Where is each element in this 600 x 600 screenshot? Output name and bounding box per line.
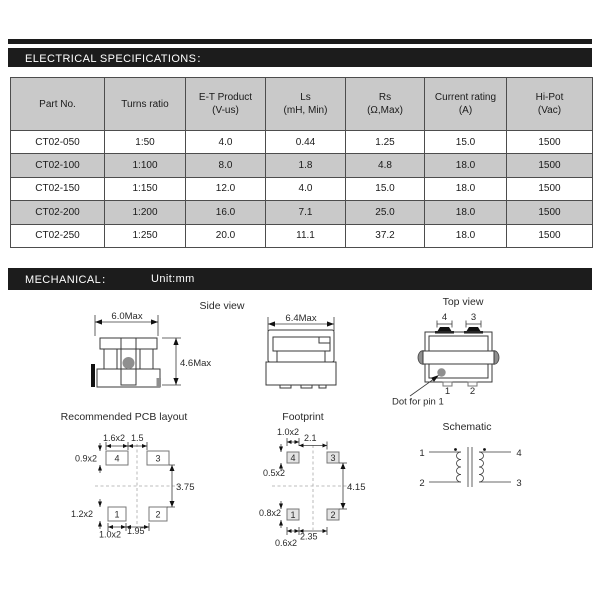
- schematic-drawing: [419, 421, 521, 489]
- table-cell: 4.8: [346, 154, 425, 177]
- col-header-hi-pot: Hi-Pot (Vac): [507, 78, 593, 131]
- table-cell: 15.0: [425, 131, 507, 154]
- pad-bottom-height-dim: 0.8x2: [259, 508, 282, 518]
- schematic-pin-1: 1: [419, 448, 425, 459]
- top-view-label: Top view: [442, 296, 484, 308]
- schematic-pin-3: 3: [516, 478, 522, 489]
- row-pitch-dim: 3.75: [176, 482, 195, 493]
- pad-number-2: 2: [155, 509, 161, 520]
- table-cell: 37.2: [346, 224, 425, 247]
- col-header-et-product: E-T Product (V-us): [186, 78, 266, 131]
- body-base: [266, 362, 336, 385]
- body-upper: [268, 330, 334, 362]
- table-cell: 25.0: [346, 201, 425, 224]
- table-cell: 11.1: [266, 224, 346, 247]
- table-cell: 1500: [507, 177, 593, 200]
- dimension-arrows: [98, 502, 102, 527]
- pad-bottom-width-dim: 0.6x2: [275, 538, 298, 548]
- col-header-part-no: Part No.: [11, 78, 105, 131]
- electrical-section-header: [8, 48, 592, 67]
- table-cell: CT02-050: [11, 131, 105, 154]
- pad-number-2: 2: [330, 509, 336, 520]
- table-cell: 1500: [507, 201, 593, 224]
- table-cell: CT02-100: [11, 154, 105, 177]
- table-cell: 18.0: [425, 201, 507, 224]
- pad-number-3: 3: [155, 453, 161, 464]
- bottom-pitch-dim: 2.35: [300, 531, 318, 542]
- pad-top-height-dim: 0.5x2: [263, 468, 286, 478]
- winding-band: [423, 351, 494, 364]
- center-dot: [123, 357, 135, 369]
- table-row: [11, 177, 593, 200]
- pad-number-4: 4: [290, 452, 296, 463]
- pad-number-4: 4: [114, 453, 120, 464]
- center-crosshair: [272, 445, 352, 530]
- foot: [280, 385, 291, 388]
- top-pitch-dim: 1.5: [131, 433, 144, 443]
- table-cell: 1:50: [105, 131, 186, 154]
- top-rule: [8, 39, 592, 44]
- pin-label-4: 4: [441, 312, 448, 323]
- mechanical-drawings: [0, 290, 600, 600]
- table-cell: 1:250: [105, 224, 186, 247]
- bottom-pitch-dim: 1.95: [127, 526, 145, 536]
- body-inner: [273, 337, 330, 351]
- top-view-drawing: [392, 296, 499, 408]
- table-cell: 18.0: [425, 177, 507, 200]
- table-cell: 1.25: [346, 131, 425, 154]
- table-row: [11, 154, 593, 177]
- pcb-layout-title: Recommended PCB layout: [60, 411, 188, 423]
- table-cell: 1.8: [266, 154, 346, 177]
- footprint-drawing: [259, 411, 366, 548]
- table-row: [11, 201, 593, 224]
- row-pitch-dim: 4.15: [347, 482, 366, 493]
- core-lines: [468, 447, 472, 487]
- table-cell: 20.0: [186, 224, 266, 247]
- table-row: [11, 224, 593, 247]
- bobbin-right-leg: [140, 349, 153, 369]
- table-cell: 16.0: [186, 201, 266, 224]
- unit-label: Unit:mm: [151, 273, 195, 285]
- table-cell: 18.0: [425, 224, 507, 247]
- foot: [301, 385, 312, 388]
- table-cell: 1:150: [105, 177, 186, 200]
- pad-top-width-dim: 1.0x2: [277, 427, 300, 437]
- table-cell: 7.1: [266, 201, 346, 224]
- pcb-layout-drawing: [61, 411, 195, 540]
- dimension-arrows: [279, 447, 283, 469]
- top-pitch-dim: 2.1: [304, 433, 317, 443]
- terminal-nub: [157, 378, 162, 387]
- polarity-dot-secondary: [483, 448, 486, 451]
- side-view-label: Side view: [199, 300, 245, 312]
- schematic-pin-4: 4: [516, 448, 522, 459]
- footprint-title: Footprint: [282, 411, 324, 423]
- schematic-pin-2: 2: [419, 478, 425, 489]
- table-cell: 1500: [507, 154, 593, 177]
- polarity-dot-primary: [454, 448, 457, 451]
- pad-bottom-width-dim: 1.0x2: [99, 529, 122, 540]
- table-cell: 4.0: [266, 177, 346, 200]
- pin-label-1: 1: [444, 386, 451, 397]
- dot-note: Dot for pin 1: [392, 396, 444, 408]
- electrical-spec-table: [10, 77, 593, 248]
- pin1-mark-bar: [91, 364, 95, 387]
- pad-top-width-dim: 1.6x2: [103, 433, 126, 443]
- pad-number-3: 3: [330, 452, 336, 463]
- dimension-arrows: [98, 446, 102, 471]
- leader-line: [410, 378, 436, 397]
- col-header-current-rating: Current rating (A): [425, 78, 507, 131]
- table-header-row: [11, 78, 593, 131]
- table-cell: 8.0: [186, 154, 266, 177]
- table-cell: CT02-250: [11, 224, 105, 247]
- table-row: [11, 131, 593, 154]
- bobbin-base: [97, 369, 160, 387]
- table-cell: 12.0: [186, 177, 266, 200]
- mechanical-section-title: MECHANICAL：: [25, 274, 113, 286]
- front-width-dim: 6.0Max: [111, 311, 143, 322]
- mechanical-section-header: [8, 268, 592, 290]
- pad-number-1: 1: [290, 509, 296, 520]
- body-step: [319, 337, 330, 343]
- table-cell: CT02-150: [11, 177, 105, 200]
- side-view-drawing: [200, 300, 336, 388]
- lead-wires: [429, 452, 511, 482]
- table-cell: 1500: [507, 224, 593, 247]
- pad-top-height-dim: 0.9x2: [75, 453, 98, 464]
- pad-number-1: 1: [114, 509, 120, 520]
- table-cell: 1500: [507, 131, 593, 154]
- schematic-title: Schematic: [442, 421, 492, 433]
- pin-label-2: 2: [469, 386, 476, 397]
- secondary-winding: [479, 452, 484, 482]
- table-cell: 1:200: [105, 201, 186, 224]
- side-width-dim: 6.4Max: [285, 313, 317, 324]
- bobbin-left-leg: [104, 349, 117, 369]
- electrical-section-title: ELECTRICAL SPECIFICATIONS：: [25, 52, 208, 65]
- col-header-turns-ratio: Turns ratio: [105, 78, 186, 131]
- primary-winding: [457, 452, 462, 482]
- table-cell: 1:100: [105, 154, 186, 177]
- table-cell: 18.0: [425, 154, 507, 177]
- table-cell: CT02-200: [11, 201, 105, 224]
- body-lines: [277, 351, 325, 362]
- table-cell: 0.44: [266, 131, 346, 154]
- dimension-extension: [162, 338, 181, 385]
- col-header-rs: Rs (Ω,Max): [346, 78, 425, 131]
- front-view-drawing: [91, 311, 211, 387]
- front-height-dim: 4.6Max: [180, 358, 212, 369]
- pad-bottom-height-dim: 1.2x2: [71, 509, 94, 519]
- bobbin-top-flange: [100, 338, 157, 349]
- foot: [319, 385, 326, 388]
- col-header-ls: Ls (mH, Min): [266, 78, 346, 131]
- table-cell: 15.0: [346, 177, 425, 200]
- pin-label-3: 3: [470, 312, 477, 323]
- table-cell: 4.0: [186, 131, 266, 154]
